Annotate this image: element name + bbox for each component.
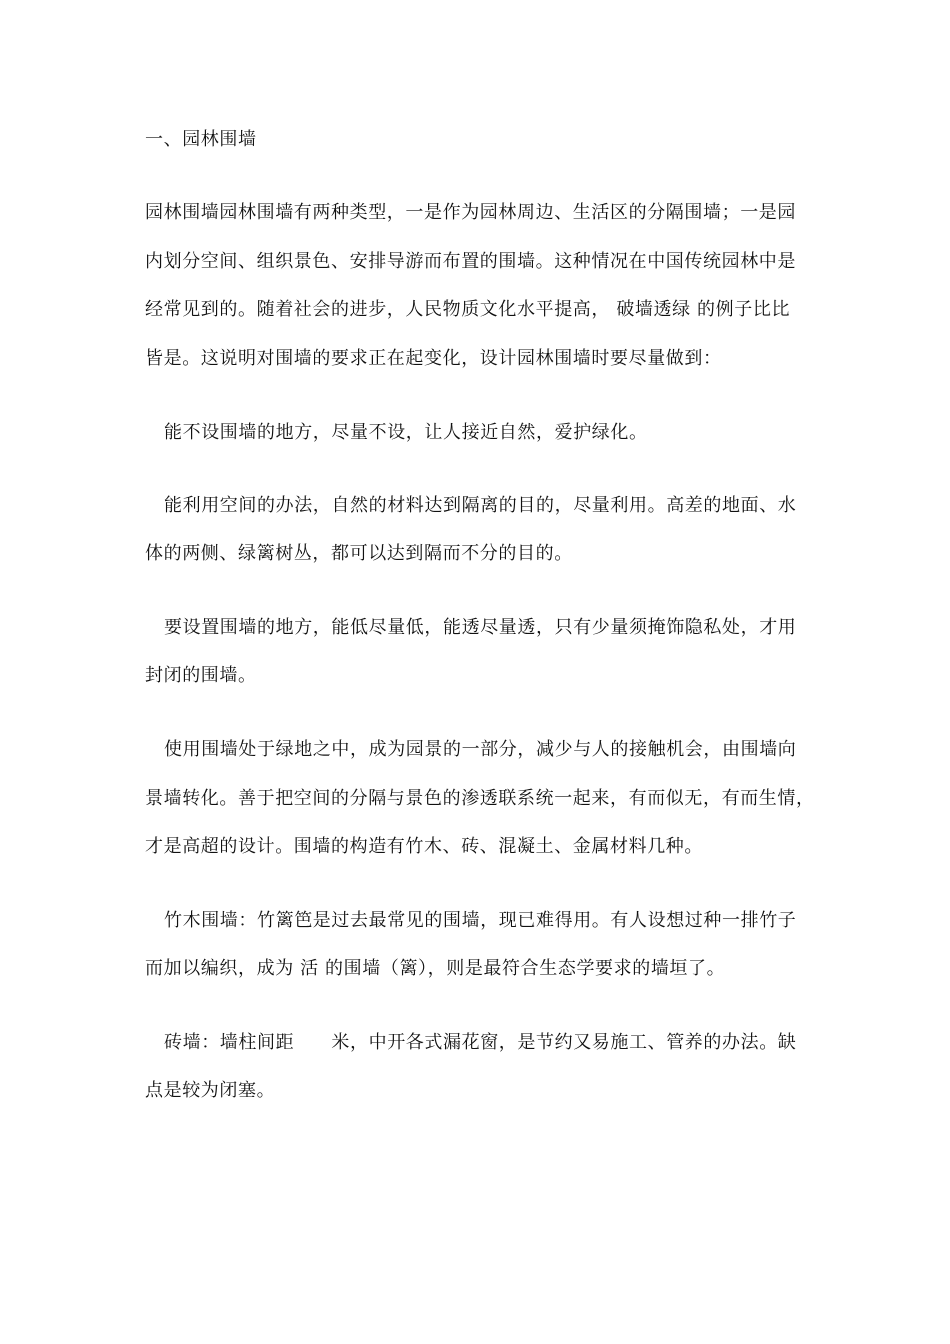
paragraph-3-line-1: 能利用空间的办法，自然的材料达到隔离的目的，尽量利用。高差的地面、水: [164, 495, 797, 516]
paragraph-1-line-1: 园林围墙园林围墙有两种类型，一是作为园林周边、生活区的分隔围墙；一是园: [145, 202, 796, 223]
paragraph-6-line-2: 而加以编织，成为 活 的围墙（篱），则是最符合生态学要求的墙垣了。: [145, 958, 726, 979]
paragraph-3-line-2: 体的两侧、绿篱树丛，都可以达到隔而不分的目的。: [145, 543, 573, 564]
paragraph-4-line-2: 封闭的围墙。: [145, 665, 257, 686]
paragraph-6-line-1: 竹木围墙：竹篱笆是过去最常见的围墙，现已难得用。有人设想过种一排竹子: [164, 910, 797, 931]
paragraph-5-line-3: 才是高超的设计。围墙的构造有竹木、砖、混凝土、金属材料几种。: [145, 836, 703, 857]
section-heading: 一、园林围墙: [145, 129, 257, 150]
paragraph-5-line-1: 使用围墙处于绿地之中，成为园景的一部分，减少与人的接触机会，由围墙向: [164, 739, 797, 760]
paragraph-7-line-2: 点是较为闭塞。: [145, 1080, 276, 1101]
paragraph-1-line-3: 经常见到的。随着社会的进步，人民物质文化水平提高， 破墙透绿 的例子比比: [145, 299, 791, 320]
paragraph-7-line-1: 砖墙：墙柱间距 米，中开各式漏花窗，是节约又易施工、管养的办法。缺: [164, 1032, 797, 1053]
paragraph-5-line-2: 景墙转化。善于把空间的分隔与景色的渗透联系统一起来，有而似无，有而生情，: [145, 788, 815, 809]
paragraph-4-line-1: 要设置围墙的地方，能低尽量低，能透尽量透，只有少量须掩饰隐私处，才用: [164, 617, 797, 638]
paragraph-2-line-1: 能不设围墙的地方，尽量不设，让人接近自然，爱护绿化。: [164, 422, 648, 443]
paragraph-1-line-2: 内划分空间、组织景色、安排导游而布置的围墙。这种情况在中国传统园林中是: [145, 251, 796, 272]
paragraph-1-line-4: 皆是。这说明对围墙的要求正在起变化，设计园林围墙时要尽量做到：: [145, 348, 722, 369]
